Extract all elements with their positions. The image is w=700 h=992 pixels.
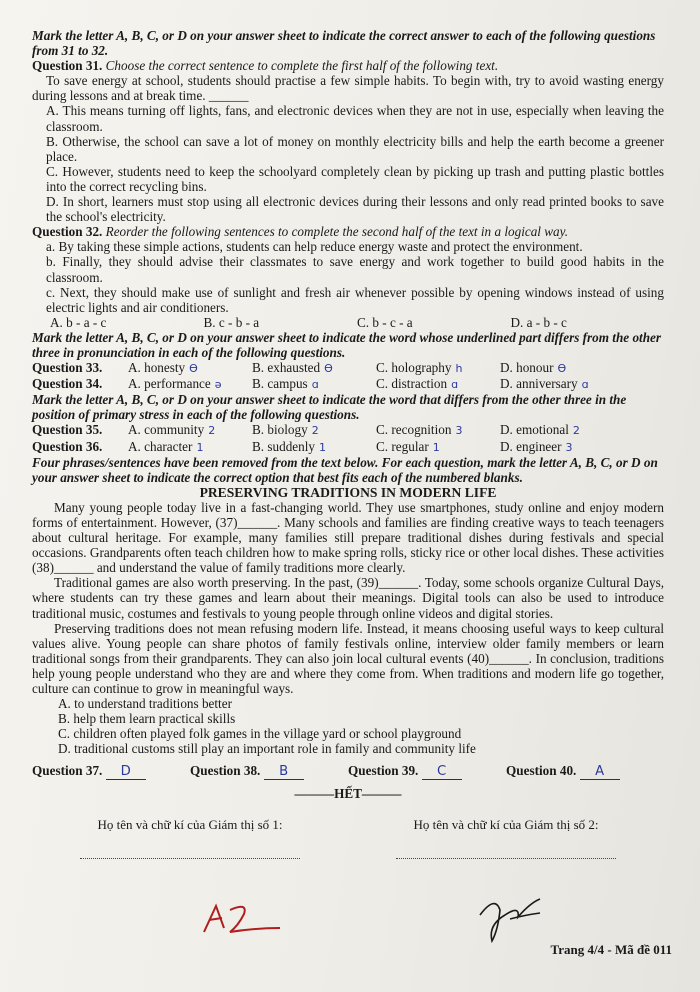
question-31 [32, 58, 664, 224]
question-prompt: Reorder the following sentences to complete the second half of the text in a logical way. [105, 224, 569, 240]
passage-paragraph-1: Many young people today live in a fast-changing world. They use smartphones, study online and enjoy modern forms of entertainment. However, (37)______. Many schools and families are finding creative ways to teach teenagers about cultural heritage. For example, many families still prepare traditional dishes during festivals and special occasions. Grandparents often teach children how to make spring rolls, sticky rice or other local dishes. These activities (38)______ and understand the value of family traditions more clearly. [32, 499, 664, 576]
signature-line-1 [80, 858, 300, 859]
question-36: Question 36. A. character 1 B. suddenly 1 C. regular 1 D. engineer 3 [32, 438, 573, 454]
signature-section [32, 817, 664, 832]
choice-d: D. a - b - c [510, 314, 567, 330]
handwritten-mark: ϴ [189, 362, 198, 376]
option-b: B. Otherwise, the school can save a lot of money on monthly electricity bills and help the earth become a greener place. [46, 133, 664, 164]
handwritten-answer: B [264, 764, 304, 780]
section-instruction-cloze: Four phrases/sentences have been removed from the text below. For each question, mark the letter A, B, C, or D on your answer sheet to indicate the correct option that best fits each of the numbered blanks. [32, 454, 658, 485]
section-instruction-31-32: Mark the letter A, B, C, or D on your answer sheet to indicate the correct answer to each of the following questions from 31 to 32. [32, 28, 656, 59]
option-b: B. help them learn practical skills [58, 711, 236, 727]
handwritten-mark: 1 [319, 440, 327, 454]
option-d: D. traditional customs still play an important role in family and community life [58, 741, 476, 757]
handwritten-mark: ϴ [324, 362, 333, 376]
page-footer: Trang 4/4 - Mã đề 011 [550, 942, 672, 957]
option-a: A. to understand traditions better [58, 696, 232, 712]
answer-row: Question 37. D Question 38. B Question 39. C Question 40. A [32, 763, 664, 780]
handwritten-mark: ɑ [311, 378, 319, 392]
end-marker: ———HẾT——— [294, 785, 402, 801]
signature-2-icon [470, 885, 560, 945]
signature-line-2 [396, 858, 616, 859]
passage-title: PRESERVING TRADITIONS IN MODERN LIFE [199, 484, 497, 500]
question-label: Question 32. [32, 224, 103, 240]
handwritten-mark: 2 [311, 424, 319, 438]
handwritten-mark: ɑ [451, 378, 459, 392]
reorder-item-c: c. Next, they should make use of sunlight and fresh air whenever possible by opening windows instead of using electric lights and air conditioners. [46, 284, 664, 315]
question-prompt: Choose the correct sentence to complete the first half of the following text. [105, 58, 499, 74]
section-instruction-pronunciation: Mark the letter A, B, C, or D on your answer sheet to indicate the word whose underlined part differs from the other three in pronunciation in each of the following questions. [32, 329, 662, 360]
choice-a: A. b - a - c [50, 314, 107, 330]
handwritten-mark: ϴ [557, 362, 567, 376]
signature-lines [32, 858, 664, 859]
passage-paragraph-2: Traditional games are also worth preserving. In the past, (39)______. Today, some schools organize Cultural Days, where students can try these games and learn about their meanings. Digital tools can also be used to introduce traditional music, costumes and festivals to young people through online videos and digital stories. [32, 575, 664, 621]
reorder-item-a: a. By taking these simple actions, students can help reduce energy waste and protect the environment. [46, 239, 583, 255]
handwritten-mark: 1 [196, 440, 204, 454]
answer-choices [32, 315, 664, 330]
supervisor-1-label: Họ tên và chữ kí của Giám thị số 1: [97, 816, 283, 832]
handwritten-answer: C [422, 764, 462, 780]
reorder-item-b: b. Finally, they should advise their classmates to save energy and work together to build good habits in the classroom. [46, 254, 664, 285]
handwritten-mark: 1 [432, 440, 440, 454]
handwritten-mark: ə [214, 378, 222, 392]
handwritten-mark: 2 [572, 424, 580, 438]
section-instruction-stress: Mark the letter A, B, C, or D on your answer sheet to indicate the word that differs from the other three in the position of primary stress in each of the following questions. [32, 392, 627, 423]
question-33: Question 33. A. honesty ϴ B. exhausted ϴ C. holography h D. honour ϴ [32, 360, 567, 376]
passage-paragraph-3: Preserving traditions does not mean refusing modern life. Instead, it means choosing useful ways to keep cultural values alive. Young people can share photos of family festivals online, interview older family members or learn traditional songs from their grandparents. They can also join local cultural events (40)______. In conclusion, traditions help young people understand who they are and where they come from. When traditions and modern life go together, culture can continue to grow in meaningful ways. [32, 620, 664, 697]
handwritten-mark: 3 [565, 440, 573, 454]
exam-body [32, 28, 664, 859]
choice-c: C. b - c - a [357, 314, 413, 330]
question-32 [32, 224, 664, 330]
option-c: C. children often played folk games in the village yard or school playground [58, 726, 462, 742]
option-c: C. However, students need to keep the schoolyard completely clean by picking up trash and putting plastic bottles into the correct recycling bins. [46, 163, 664, 194]
handwritten-mark: 2 [208, 424, 216, 438]
handwritten-mark: h [455, 362, 463, 376]
option-a: A. This means turning off lights, fans, and electronic devices when they are not in use, especially when leaving the classroom. [46, 103, 664, 134]
supervisor-2-label: Họ tên và chữ kí của Giám thị số 2: [413, 816, 599, 832]
choice-b: B. c - b - a [203, 314, 260, 330]
question-passage: To save energy at school, students should practise a few simple habits. To begin with, try to avoid wasting energy during lessons and at break time. ______ [32, 73, 664, 104]
question-35: Question 35. A. community 2 B. biology 2 C. recognition 3 D. emotional 2 [32, 422, 580, 438]
option-list [32, 696, 664, 756]
handwritten-mark: ɑ [581, 378, 589, 392]
question-label: Question 31. [32, 58, 103, 74]
handwritten-mark: 3 [455, 424, 463, 438]
question-34: Question 34. A. performance ə B. campus ɑ C. distraction ɑ D. anniversary ɑ [32, 376, 589, 392]
handwritten-answer: A [580, 764, 620, 780]
signature-1-icon [200, 898, 290, 938]
option-d: D. In short, learners must stop using all electronic devices during their lessons and only read printed books to save the school's electricity. [46, 194, 664, 225]
handwritten-answer: D [106, 764, 146, 780]
